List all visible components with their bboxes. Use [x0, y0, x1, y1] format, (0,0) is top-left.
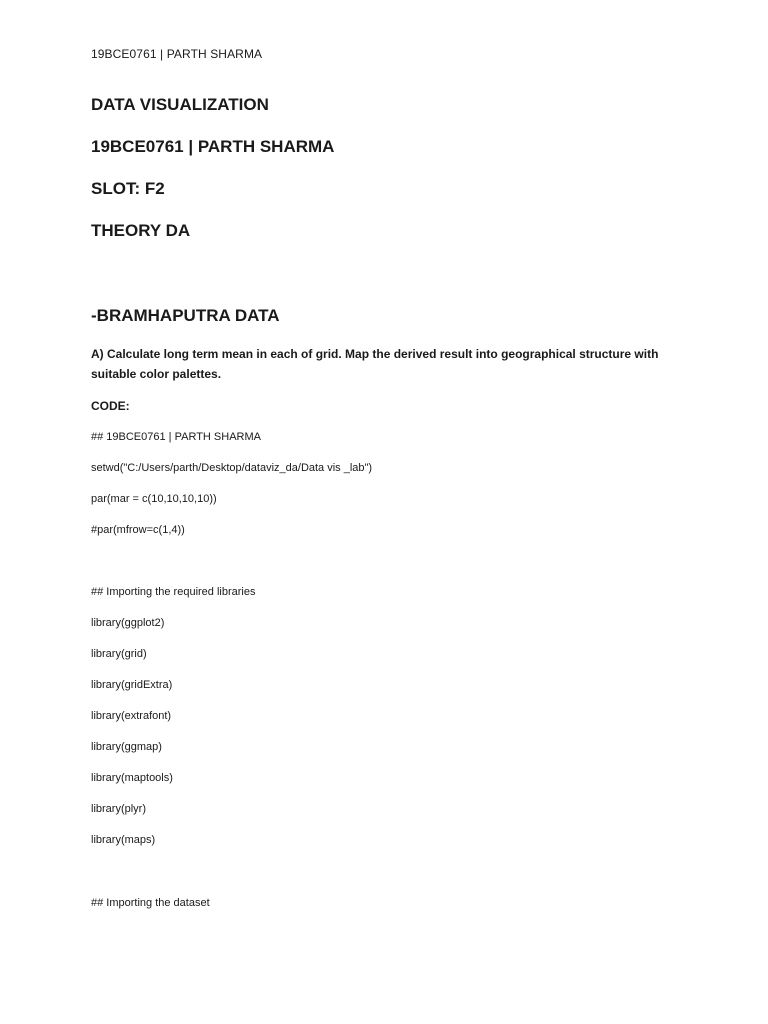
code-line: library(gridExtra): [91, 679, 173, 691]
assignment-type: THEORY DA: [91, 221, 191, 240]
code-line: library(ggplot2): [91, 617, 165, 629]
code-line: library(grid): [91, 648, 147, 660]
course-title: DATA VISUALIZATION: [91, 95, 269, 114]
code-line: library(ggmap): [91, 741, 162, 753]
code-line: #par(mfrow=c(1,4)): [91, 524, 185, 536]
code-line: ## Importing the required libraries: [91, 586, 256, 598]
code-label: CODE:: [91, 399, 130, 413]
code-line: library(plyr): [91, 803, 146, 815]
code-line: library(maptools): [91, 772, 173, 784]
student-id-name: 19BCE0761 | PARTH SHARMA: [91, 137, 335, 156]
code-line: ## Importing the dataset: [91, 897, 210, 909]
code-line: setwd("C:/Users/parth/Desktop/dataviz_da/Data vis _lab"): [91, 462, 373, 474]
section-title: -BRAMHAPUTRA DATA: [91, 306, 280, 325]
code-line: library(maps): [91, 834, 156, 846]
slot-label: SLOT: F2: [91, 179, 165, 198]
running-header: 19BCE0761 | PARTH SHARMA: [91, 47, 263, 61]
question-a: A) Calculate long term mean in each of grid. Map the derived result into geographical structure with suitable color palettes.: [91, 347, 659, 381]
code-line: ## 19BCE0761 | PARTH SHARMA: [91, 431, 261, 443]
code-line: par(mar = c(10,10,10,10)): [91, 493, 217, 505]
code-line: library(extrafont): [91, 710, 172, 722]
